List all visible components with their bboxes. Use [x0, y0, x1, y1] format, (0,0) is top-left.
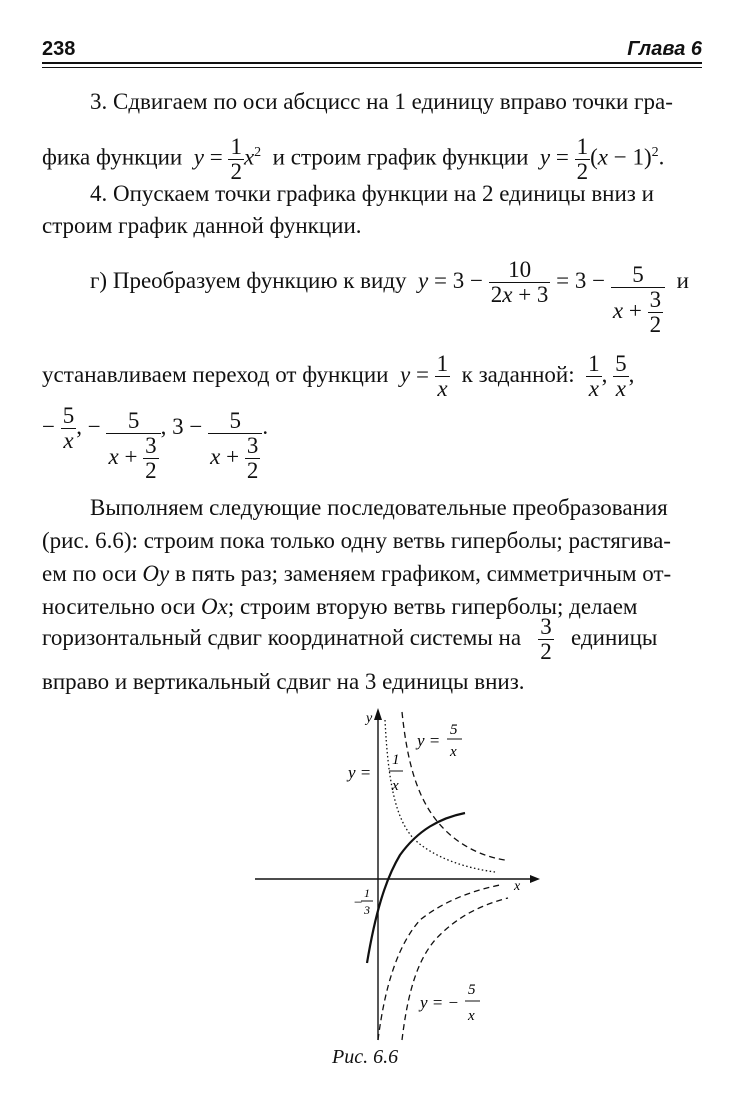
- svg-text:1: 1: [364, 886, 370, 900]
- formula-half: $\frac{1}{2}$: [230, 133, 242, 184]
- svg-text:y = −: y = −: [420, 993, 459, 1012]
- transform-line1: Выполняем следующие последовательные преобразования: [90, 495, 668, 520]
- y-axis-label: y: [366, 711, 373, 726]
- transform-line5: горизонтальный сдвиг координатной системы на $\frac{3}{2}$ единицы: [42, 614, 658, 665]
- label-y-5-over-x: [415, 722, 462, 760]
- figure-6-6: [250, 700, 550, 1045]
- page-number: 238: [42, 38, 76, 60]
- header-rule-thin: [42, 67, 702, 68]
- svg-text:1: 1: [392, 752, 400, 768]
- svg-text:−: −: [353, 895, 364, 911]
- svg-text:5: 5: [468, 982, 476, 998]
- step3-line2: фика функции y = $\frac{1}{2}$ $x^2$ и строим график функции y = $\frac{1}{2}$ $(x - 1)^2$.: [42, 133, 665, 184]
- figure-caption: Рис. 6.6: [332, 1046, 399, 1068]
- transition-line: устанавливаем переход от функции y = $\frac{1}{x}$ к заданной: $\frac{1}{x}$ , $\frac{5}{x}$ ,: [42, 351, 635, 401]
- svg-text:x: x: [468, 1008, 475, 1024]
- label-intercept: [353, 886, 373, 917]
- part-g-formula: г) Преобразуем функцию к виду y = 3 − $\frac{10}{2x + 3}$ = 3 − 5 x + $\frac{3}{2}$ и: [90, 257, 689, 337]
- transform-line6: вправо и вертикальный сдвиг на 3 единицы вниз.: [42, 669, 525, 694]
- label-y-1-over-x: [346, 752, 403, 794]
- step3-text-b: и строим график функции: [272, 144, 529, 170]
- step3-line1: 3. Сдвигаем по оси абсцисс на 1 единицу вправо точки гра-: [90, 89, 673, 114]
- label-y-minus-5-over-x: [418, 982, 480, 1024]
- x-axis-label: x: [514, 879, 521, 894]
- curve-minus-5-over-x-outer: [402, 898, 508, 1040]
- transition-text: устанавливаем переход от функции: [42, 361, 389, 387]
- to-given-text: к заданной:: [461, 361, 575, 387]
- x-axis-arrow: [530, 875, 540, 883]
- frac-5-over-x-plus: 5 x + $\frac{3}{2}$: [611, 263, 665, 337]
- step4-line1: 4. Опускаем точки графика функции на 2 единицы вниз и: [90, 181, 654, 206]
- svg-text:x: x: [450, 744, 457, 760]
- svg-text:3: 3: [364, 903, 370, 917]
- curve-minus-5-over-x-inner: [378, 885, 500, 1040]
- svg-text:x: x: [392, 778, 399, 794]
- svg-text:y =: y =: [348, 763, 372, 782]
- svg-text:5: 5: [450, 722, 458, 738]
- chapter-title: Глава 6: [627, 38, 702, 60]
- transition-chain: − $\frac{5}{x}$ , − 5 x + $\frac{3}{2}$ , 3 − 5 x + $\frac{3}{2}$ .: [42, 403, 269, 483]
- svg-text:y =: y =: [417, 731, 441, 750]
- frac-10-over: $\frac{10}{2x + 3}$: [490, 257, 549, 307]
- step4-line2: строим график данной функции.: [42, 213, 362, 238]
- y-axis-arrow: [374, 708, 382, 720]
- transform-line2: (рис. 6.6): строим пока только одну ветвь гиперболы; растягива-: [42, 528, 671, 553]
- transform-line3: ем по оси Oy в пять раз; заменяем графиком, симметричным от-: [42, 561, 672, 586]
- transform-line4: носительно оси Ox; строим вторую ветвь гиперболы; делаем: [42, 594, 638, 619]
- page-header: [42, 38, 702, 64]
- part-g-intro: г) Преобразуем функцию к виду: [90, 267, 407, 293]
- step3-text-a: фика функции: [42, 144, 183, 170]
- formula-half-shifted: $\frac{1}{2}$: [576, 133, 589, 184]
- header-rule-thick: [42, 62, 702, 64]
